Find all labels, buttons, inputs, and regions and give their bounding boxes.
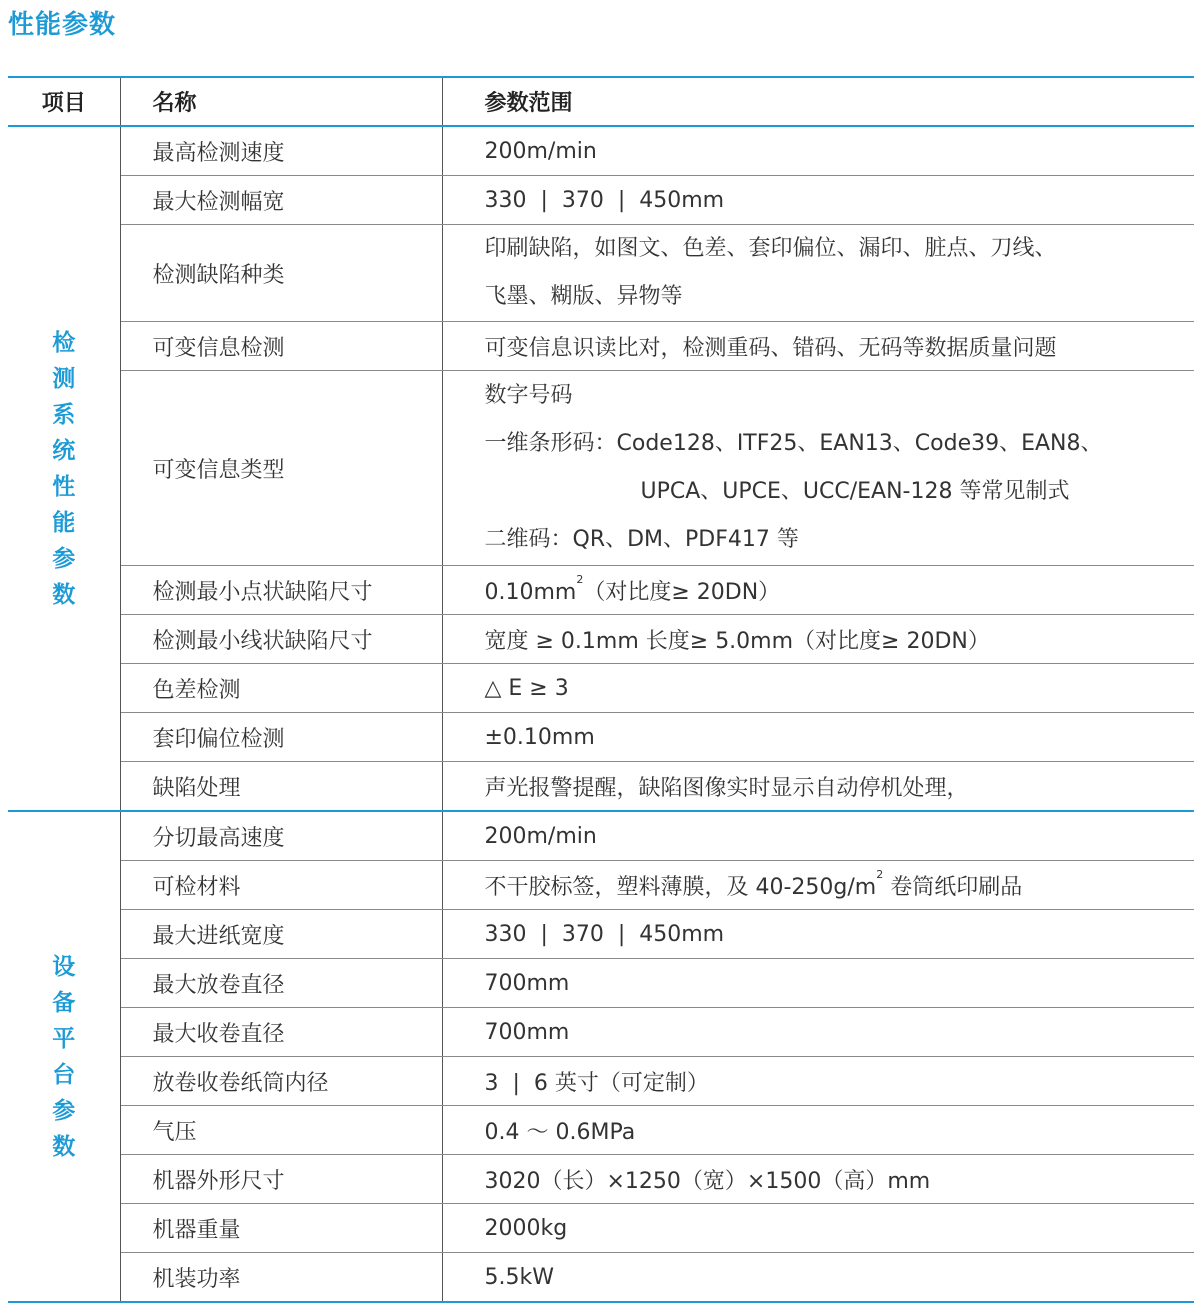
param-value: 2000kg: [442, 1204, 1194, 1253]
group-label-char: 备: [52, 989, 76, 1016]
param-name: 检测最小线状缺陷尺寸: [120, 615, 442, 664]
group-label-char: 设: [52, 953, 76, 980]
param-value-line: 印刷缺陷，如图文、色差、套印偏位、漏印、脏点、刀线、: [484, 236, 1057, 261]
param-value: 200m/min: [442, 126, 1194, 176]
group-label-char: 参: [52, 1097, 76, 1124]
param-name: 机装功率: [120, 1253, 442, 1303]
table-row: [8, 959, 1194, 1008]
table-header-row: [8, 77, 1194, 126]
param-value: 200m/min: [442, 811, 1194, 861]
param-name: 气压: [120, 1106, 442, 1155]
param-value-line: UPCA、UPCE、UCC/EAN-128 等常见制式: [640, 479, 1070, 504]
table-row: [8, 910, 1194, 959]
param-value: ±0.10mm: [442, 713, 1194, 762]
header-range: 参数范围: [442, 77, 1194, 126]
spec-table: [8, 76, 1194, 1303]
group-label-char: 台: [52, 1061, 76, 1088]
superscript: 2: [876, 867, 884, 881]
param-name: 可检材料: [120, 861, 442, 910]
param-name: 机器重量: [120, 1204, 442, 1253]
param-value: [442, 371, 1194, 566]
param-value: △ E ≥ 3: [442, 664, 1194, 713]
param-value: 330 | 370 | 450mm: [442, 176, 1194, 225]
param-value: 5.5kW: [442, 1253, 1194, 1303]
param-name: 可变信息类型: [120, 371, 442, 566]
param-value-text: 不干胶标签，塑料薄膜，及 40-250g/m: [484, 874, 877, 900]
param-name: 最大放卷直径: [120, 959, 442, 1008]
param-value-line: 数字号码: [484, 383, 573, 408]
param-name: 检测最小点状缺陷尺寸: [120, 566, 442, 615]
table-row: [8, 1106, 1194, 1155]
table-body: [8, 126, 1194, 1302]
param-name: 色差检测: [120, 664, 442, 713]
param-value: 3020（长）×1250（宽）×1500（高）mm: [442, 1155, 1194, 1204]
table-row: [8, 566, 1194, 615]
table-row: [8, 225, 1194, 322]
table-row: [8, 861, 1194, 910]
group-label-char: 数: [52, 1133, 76, 1160]
table-row: [8, 1008, 1194, 1057]
param-name: 最高检测速度: [120, 126, 442, 176]
table-row: [8, 762, 1194, 812]
param-name: 分切最高速度: [120, 811, 442, 861]
param-name: 缺陷处理: [120, 762, 442, 812]
table-row: [8, 176, 1194, 225]
param-value: 700mm: [442, 959, 1194, 1008]
param-value-text: 卷筒纸印刷品: [883, 874, 1023, 900]
group-label-char: 能: [52, 509, 76, 536]
group-label-char: 参: [52, 545, 76, 572]
param-name: 最大进纸宽度: [120, 910, 442, 959]
group-label: [8, 811, 120, 1302]
param-value: [442, 225, 1194, 322]
table-row: [8, 664, 1194, 713]
param-value-text: （对比度≥ 20DN）: [583, 579, 781, 605]
table-row: [8, 322, 1194, 371]
param-value-line: 二维码：QR、DM、PDF417 等: [484, 527, 799, 552]
table-row: [8, 713, 1194, 762]
param-name: 检测缺陷种类: [120, 225, 442, 322]
group-label: [8, 126, 120, 811]
param-value: 可变信息识读比对，检测重码、错码、无码等数据质量问题: [442, 322, 1194, 371]
table-row: [8, 1057, 1194, 1106]
param-value-text: 0.10mm: [484, 579, 577, 605]
header-name: 名称: [120, 77, 442, 126]
group-label-char: 性: [52, 473, 76, 500]
superscript: 2: [576, 572, 584, 586]
param-name: 机器外形尺寸: [120, 1155, 442, 1204]
param-name: 放卷收卷纸筒内径: [120, 1057, 442, 1106]
param-value: 3 | 6 英寸（可定制）: [442, 1057, 1194, 1106]
param-value: 宽度 ≥ 0.1mm 长度≥ 5.0mm（对比度≥ 20DN）: [442, 615, 1194, 664]
param-value-line: 飞墨、糊版、异物等: [484, 284, 683, 309]
group-label-char: 检: [52, 329, 76, 356]
group-label-char: 测: [52, 365, 76, 392]
group-label-char: 统: [52, 437, 76, 464]
group-label-char: 平: [52, 1025, 76, 1052]
table-row: [8, 126, 1194, 176]
param-value: 330 | 370 | 450mm: [442, 910, 1194, 959]
header-item: 项目: [8, 77, 120, 126]
table-row: [8, 371, 1194, 566]
param-value: [442, 861, 1194, 910]
table-row: [8, 1155, 1194, 1204]
table-row: [8, 1204, 1194, 1253]
page-title: 性能参数: [8, 10, 117, 40]
table-row: [8, 1253, 1194, 1303]
group-label-char: 数: [52, 581, 76, 608]
table-row: [8, 615, 1194, 664]
param-value-line: 一维条形码：Code128、ITF25、EAN13、Code39、EAN8、: [484, 431, 1103, 456]
param-name: 最大收卷直径: [120, 1008, 442, 1057]
group-label-char: 系: [52, 401, 76, 428]
param-name: 可变信息检测: [120, 322, 442, 371]
param-value: 声光报警提醒，缺陷图像实时显示自动停机处理，: [442, 762, 1194, 812]
table-row: [8, 811, 1194, 861]
param-name: 套印偏位检测: [120, 713, 442, 762]
param-value: 0.4 ～ 0.6MPa: [442, 1106, 1194, 1155]
param-value: 700mm: [442, 1008, 1194, 1057]
param-name: 最大检测幅宽: [120, 176, 442, 225]
param-value: [442, 566, 1194, 615]
